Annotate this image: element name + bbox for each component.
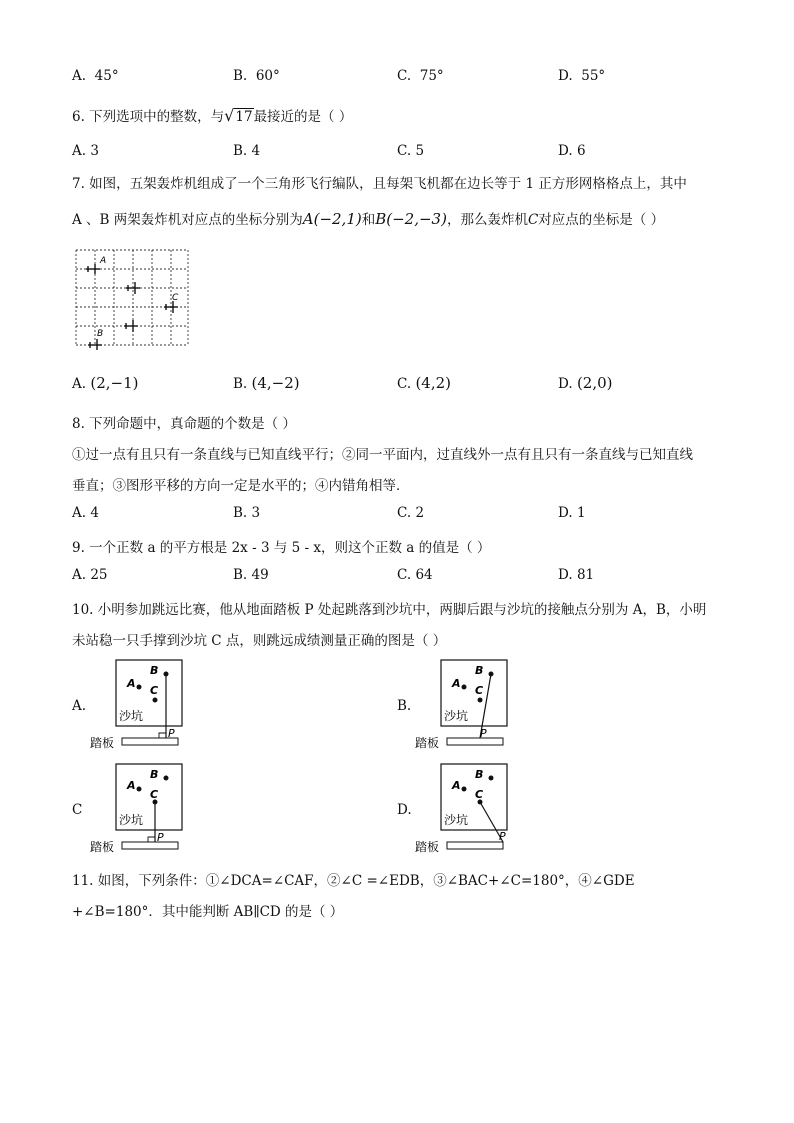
svg-text:B: B xyxy=(150,664,159,677)
svg-text:C: C xyxy=(150,684,159,697)
q6-option-c[interactable]: C. 5 xyxy=(397,143,425,159)
q11-stem-line1: 11. 如图，下列条件：①∠DCA=∠CAF，②∠C =∠EDB，③∠BAC+∠C=180°，④∠GDE xyxy=(72,873,635,889)
q10-stem-line2: 未站稳一只手撑到沙坑 C 点，则跳远成绩测量正确的图是（ ） xyxy=(72,633,447,649)
q10-option-c[interactable]: C xyxy=(72,802,83,818)
q7-option-b[interactable]: B. (4,−2) xyxy=(233,374,300,392)
q10-option-a[interactable]: A. xyxy=(72,698,87,714)
q5-option-a[interactable]: A. 45° xyxy=(72,68,119,84)
q6-stem: 6. 下列选项中的整数，与√17最接近的是（ ） xyxy=(72,106,353,125)
svg-text:B: B xyxy=(475,768,484,781)
q10-figure-a xyxy=(88,658,198,754)
q8-option-c[interactable]: C. 2 xyxy=(397,505,425,521)
grid-label-a: A xyxy=(100,256,107,266)
plane-b-icon xyxy=(88,339,102,350)
svg-text:沙坑: 沙坑 xyxy=(119,813,144,827)
q9-option-a[interactable]: A. 25 xyxy=(72,567,108,583)
q9-option-b[interactable]: B. 49 xyxy=(233,567,269,583)
q10-figure-c xyxy=(88,762,198,858)
q7-stem-line2: A 、B 两架轰炸机对应点的坐标分别为A(−2,1)和B(−2,−3)，那么轰炸机C对应点的坐标是（ ） xyxy=(72,210,665,228)
svg-text:B: B xyxy=(475,664,484,677)
q5-option-d[interactable]: D. 55° xyxy=(558,68,606,84)
q7-option-c[interactable]: C. (4,2) xyxy=(397,374,451,392)
q10-figure-b xyxy=(413,658,523,754)
svg-text:P: P xyxy=(168,727,175,740)
q5-option-b[interactable]: B. 60° xyxy=(233,68,280,84)
svg-text:A: A xyxy=(127,779,136,792)
q10-option-b[interactable]: B. xyxy=(397,698,412,714)
q8-option-b[interactable]: B. 3 xyxy=(233,505,261,521)
svg-text:P: P xyxy=(499,830,506,843)
svg-text:踏板: 踏板 xyxy=(90,736,115,750)
svg-text:踏板: 踏板 xyxy=(415,840,440,854)
q8-statement-line1: ①过一点有且只有一条直线与已知直线平行；②同一平面内，过直线外一点有且只有一条直线与已知直线 xyxy=(72,447,693,463)
svg-text:C: C xyxy=(150,788,159,801)
q10-stem-line1: 10. 小明参加跳远比赛，他从地面踏板 P 处起跳落到沙坑中，两脚后跟与沙坑的接触点分别为 A，B，小明 xyxy=(72,602,707,618)
q7-option-a[interactable]: A. (2,−1) xyxy=(72,374,139,392)
q9-option-d[interactable]: D. 81 xyxy=(558,567,595,583)
svg-text:A: A xyxy=(452,779,461,792)
q7-option-d[interactable]: D. (2,0) xyxy=(558,374,613,392)
svg-text:P: P xyxy=(480,727,487,740)
svg-text:沙坑: 沙坑 xyxy=(444,709,469,723)
q7-stem-line1: 7. 如图，五架轰炸机组成了一个三角形飞行编队，且每架飞机都在边长等于 1 正方形网格格点上，其中 xyxy=(72,176,687,192)
plane-a-icon xyxy=(86,264,100,274)
svg-text:沙坑: 沙坑 xyxy=(119,709,144,723)
svg-text:踏板: 踏板 xyxy=(90,840,115,854)
svg-text:A: A xyxy=(127,677,136,690)
svg-text:沙坑: 沙坑 xyxy=(444,813,469,827)
plane-icon xyxy=(124,320,138,332)
grid-label-c: C xyxy=(172,293,179,303)
q7-grid-figure xyxy=(76,250,192,350)
q8-option-a[interactable]: A. 4 xyxy=(72,505,99,521)
q6-option-d[interactable]: D. 6 xyxy=(558,143,586,159)
svg-text:B: B xyxy=(150,768,159,781)
q10-figure-d xyxy=(413,762,523,858)
q8-stem: 8. 下列命题中，真命题的个数是（ ） xyxy=(72,416,296,432)
svg-text:P: P xyxy=(157,831,164,844)
svg-text:C: C xyxy=(475,788,484,801)
svg-text:C: C xyxy=(475,684,484,697)
grid-label-b: B xyxy=(97,329,104,339)
q9-stem: 9. 一个正数 a 的平方根是 2x - 3 与 5 - x，则这个正数 a 的值是（ ） xyxy=(72,540,491,556)
q6-option-b[interactable]: B. 4 xyxy=(233,143,261,159)
svg-text:踏板: 踏板 xyxy=(415,736,440,750)
q5-option-c[interactable]: C. 75° xyxy=(397,68,444,84)
q6-option-a[interactable]: A. 3 xyxy=(72,143,99,159)
q8-statement-line2: 垂直；③图形平移的方向一定是水平的；④内错角相等． xyxy=(72,478,410,494)
q9-option-c[interactable]: C. 64 xyxy=(397,567,433,583)
q10-option-d[interactable]: D. xyxy=(397,802,412,818)
q8-option-d[interactable]: D. 1 xyxy=(558,505,586,521)
sqrt-symbol: √17 xyxy=(224,106,253,125)
q11-stem-line2: +∠B=180°．其中能判断 AB∥CD 的是（ ） xyxy=(72,904,344,920)
svg-text:A: A xyxy=(452,677,461,690)
